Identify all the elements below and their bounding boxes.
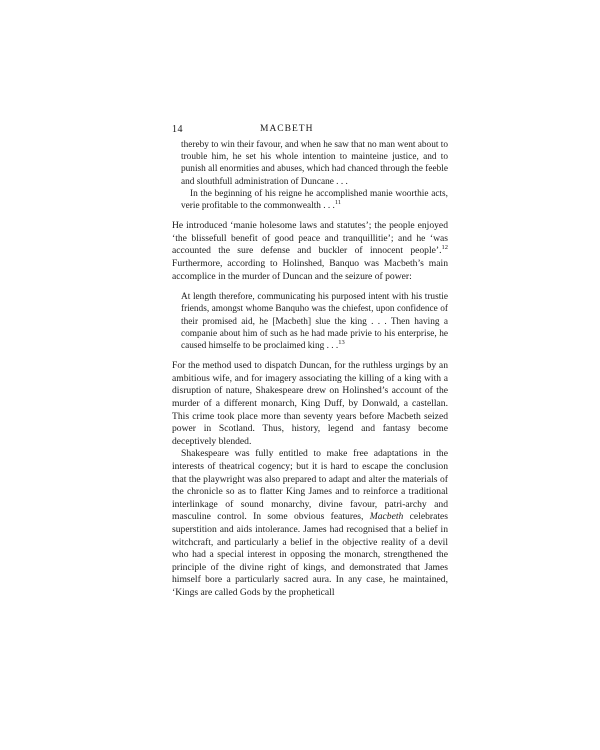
book-page xyxy=(172,122,448,599)
quote-paragraph xyxy=(181,188,448,212)
body-paragraph: For the method used to dispatch Duncan, for the ruthless urgings by an ambitious wife, and for imagery associating the killing of a king with a disruption of nature, Shakespeare drew on Holinshed’s account of the murder of a different monarch, King Duff, by Donwald, a castellan. This crime took place more than seventy years before Macbeth seized power in Scotland. Thus, history, legend and fantasy become deceptively blended. xyxy=(172,360,448,447)
body-paragraph xyxy=(172,220,448,283)
quote-paragraph: thereby to win their favour, and when he saw that no man went about to trouble him, he set his whole intention to mainteine justice, and to punish all enormities and abuses, which had chanced through the feeble and slouthfull administration of Duncane . . . xyxy=(181,140,448,187)
paragraph-text: He introduced ‘manie holesome laws and statutes’; the people enjoyed ‘the blissefull benefit of good peace and tranquillitie’; and he ‘was accounted the sure defense and buckler of innocent people’. xyxy=(172,220,448,257)
running-head xyxy=(172,122,448,138)
quote-text: In the beginning of his reigne he accomplished manie woorthie acts, verie profitable to the commonwealth . . . xyxy=(181,188,448,212)
quote-paragraph xyxy=(181,291,448,352)
running-title: MACBETH xyxy=(260,124,314,134)
paragraph-text: Shakespeare was fully entitled to make free adaptations in the interests of theatrical cogency; but it is hard to escape the conclusion that the playwright was also prepared to adapt and alter the materials of the chronicle so as to flatter King James and to reinforce a traditional interlinkage of sound monarchy, divine favour, patri-archy and masculine control. In some obvious features, xyxy=(172,448,448,523)
body-paragraph xyxy=(172,448,448,599)
block-quote-holinshed-reign xyxy=(181,139,448,212)
italic-title: Macbeth xyxy=(369,511,404,523)
page-number: 14 xyxy=(172,124,183,135)
paragraph-text: celebrates superstition and aids intolerance. James had recognised that a belief in witchcraft, and particularly a belief in the objective reality of a devil who had a special interest in opposing the monarch, strengthened the principle of the divine right of kings, and demonstrated that James himself bore a particularly sacred aura. In any case, he maintained, ‘Kings are called Gods by the propheticall xyxy=(172,511,448,598)
footnote-marker: 11 xyxy=(334,198,342,206)
block-quote-holinshed-banquo xyxy=(181,291,448,352)
paragraph-text: Furthermore, according to Holinshed, Banquo was Macbeth’s main accomplice in the murder of Duncan and the seizure of power: xyxy=(172,258,448,282)
footnote-marker: 13 xyxy=(338,338,345,346)
footnote-marker: 12 xyxy=(441,244,448,252)
quote-text: At length therefore, communicating his purposed intent with his trustie friends, amongst whome Banquho was the chiefest, upon confidence of their promised aid, he [Macbeth] slue the king . . . Then having a companie about him of such as he had made privie to his enterprise, he caused himselfe to be proclaimed king . . . xyxy=(181,292,448,351)
